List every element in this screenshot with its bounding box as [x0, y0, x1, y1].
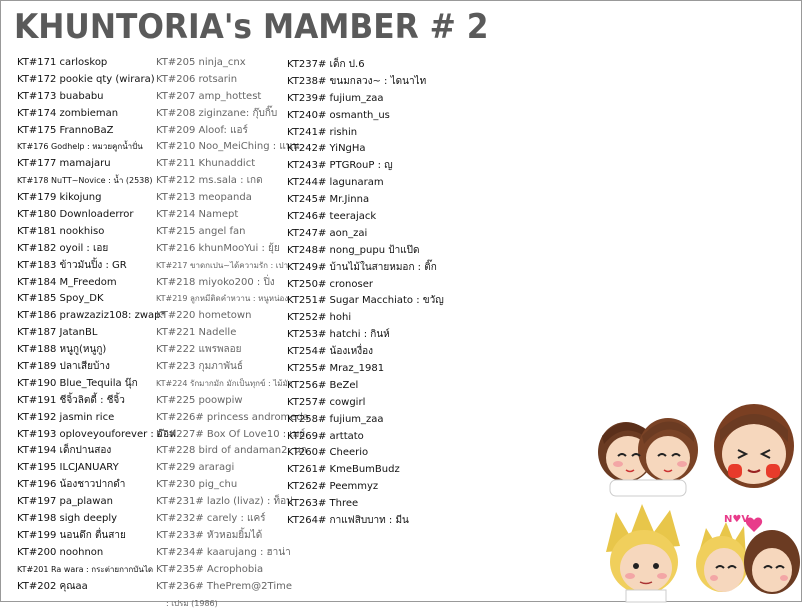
member-entry: KT269# arttato: [287, 429, 477, 446]
member-entry: KT#236# ThePrem@2Time: [156, 579, 286, 596]
member-entry: KT#206 rotsarin: [156, 72, 286, 89]
member-entry: KT#225 poowpiw: [156, 393, 286, 410]
member-entry: KT#215 angel fan: [156, 224, 286, 241]
member-entry: KT263# Three: [287, 496, 477, 513]
member-entry: KT#210 Noo_MeiChing : แนน: [156, 139, 286, 156]
member-list-column-1: [17, 55, 151, 596]
member-entry: KT#178 NuTT~Novice : น้ำ (2538): [17, 173, 151, 190]
member-entry: KT#221 Nadelle: [156, 325, 286, 342]
member-entry: : เปรม (1986): [156, 596, 286, 612]
member-entry: KT#180 Downloaderror: [17, 207, 151, 224]
member-entry: KT#185 Spoy_DK: [17, 291, 151, 308]
member-entry: KT#226# princess andromeda: [156, 410, 286, 427]
member-entry: KT238# ขนมกลวง~ : ไดนาไท: [287, 74, 477, 91]
member-entry: KT#230 pig_chu: [156, 477, 286, 494]
sticker-caption: N♥V: [724, 514, 749, 525]
member-entry: KT#212 ms.sala : เกด: [156, 173, 286, 190]
member-entry: KT#195 ILCJANUARY: [17, 460, 151, 477]
member-entry: KT#208 ziginzane: กุ๊บกิ๊บ: [156, 106, 286, 123]
member-entry: KT237# เด็ก ป.6: [287, 57, 477, 74]
member-entry: KT#192 jasmin rice: [17, 410, 151, 427]
member-entry: KT244# lagunaram: [287, 175, 477, 192]
member-entry: KT#214 Namept: [156, 207, 286, 224]
member-entry: KT#228 bird of andaman2: นก: [156, 443, 286, 460]
member-list-column-2: [156, 55, 286, 612]
member-entry: KT249# บ้านไม้ในสายหมอก : ติ๊ก: [287, 260, 477, 277]
member-entry: KT264# กาแฟสิบบาท : มีน: [287, 513, 477, 530]
member-entry: KT#234# kaarujang : ฮาน่า: [156, 545, 286, 562]
cartoon-sticker-collage: [596, 398, 802, 602]
member-entry: KT256# BeZel: [287, 378, 477, 395]
member-entry: KT#201 Ra wara : กระต่ายกากบันได: [17, 562, 151, 579]
member-entry: KT245# Mr.Jinna: [287, 192, 477, 209]
member-entry: KT242# YiNgHa: [287, 141, 477, 158]
member-entry: KT#198 sigh deeply: [17, 511, 151, 528]
member-entry: KT243# PTGRouP : ญ: [287, 158, 477, 175]
member-entry: KT#233# หัวหอมยิ้มได้: [156, 528, 286, 545]
member-entry: KT#232# carely : แคร์: [156, 511, 286, 528]
member-entry: KT#171 carloskop: [17, 55, 151, 72]
member-entry: KT#177 mamajaru: [17, 156, 151, 173]
member-entry: KT#191 ชีจิ้วลิตดี้ : ชีจิ้ว: [17, 393, 151, 410]
member-entry: KT#188 หนูกู(หนูกู): [17, 342, 151, 359]
member-entry: KT#216 khunMooYui : ยุ้ย: [156, 241, 286, 258]
member-entry: KT#205 ninja_cnx: [156, 55, 286, 72]
member-entry: KT#213 meopanda: [156, 190, 286, 207]
member-entry: KT#224 รักมากมัก มักเป็นทุกข์ : ไม้มัก: [156, 376, 286, 393]
member-entry: KT262# Peemmyz: [287, 479, 477, 496]
member-entry: KT#190 Blue_Tequila นุ๊ก: [17, 376, 151, 393]
member-entry: KT#193 oploveyouforever : อ๊อฟ: [17, 427, 151, 444]
member-entry: KT#202 คุณaa: [17, 579, 151, 596]
member-entry: KT241# rishin: [287, 125, 477, 142]
member-entry: KT#182 oyoil : เอย: [17, 241, 151, 258]
page-title: KHUNTORIA's MAMBER # 2: [14, 10, 488, 44]
member-entry: KT254# น้องเหงื่อง: [287, 344, 477, 361]
member-entry: KT#187 JatanBL: [17, 325, 151, 342]
member-entry: KT#209 Aloof: แอร์: [156, 123, 286, 140]
member-entry: KT#220 hometown: [156, 308, 286, 325]
member-entry: KT#175 FrannoBaZ: [17, 123, 151, 140]
member-entry: KT257# cowgirl: [287, 395, 477, 412]
member-entry: KT#217 ขาดกเปน~ได้ความรัก : เปา: [156, 258, 286, 275]
member-entry: KT258# fujium_zaa: [287, 412, 477, 429]
member-entry: KT251# Sugar Macchiato : ขวัญ: [287, 293, 477, 310]
member-entry: KT#174 zombieman: [17, 106, 151, 123]
member-entry: KT#173 buababu: [17, 89, 151, 106]
member-entry: KT#199 นอนดึก ตื่นสาย: [17, 528, 151, 545]
member-entry: KT#181 nookhiso: [17, 224, 151, 241]
member-entry: KT#189 ปลาเสียบ้าง: [17, 359, 151, 376]
member-entry: KT#186 prawzaziz108: zwap*: [17, 308, 151, 325]
member-entry: KT#172 pookie qty (wirara): [17, 72, 151, 89]
member-entry: KT#179 kikojung: [17, 190, 151, 207]
member-list-column-3: [287, 57, 477, 530]
hugging-couple-sticker: [596, 404, 700, 496]
member-entry: KT#223 กุมภาพันธ์: [156, 359, 286, 376]
member-entry: KT#176 Godhelp : หมวยคูกน้ำปั่น: [17, 139, 151, 156]
member-entry: KT260# Cheerio: [287, 445, 477, 462]
blonde-boy-sticker: [596, 502, 692, 602]
member-entry: KT248# nong_pupu ป้าแป๊ด: [287, 243, 477, 260]
member-entry: KT250# cronoser: [287, 277, 477, 294]
member-entry: KT252# hohi: [287, 310, 477, 327]
member-entry: KT246# teerajack: [287, 209, 477, 226]
member-entry: KT#219 ลูกหมีติดคำหวาน : หนูหน่อง: [156, 291, 286, 308]
member-entry: KT#218 miyoko200 : ปิ่ง: [156, 275, 286, 292]
member-entry: KT#229 araragi: [156, 460, 286, 477]
member-entry: KT#231# lazlo (livaz) : ท็อป: [156, 494, 286, 511]
member-entry: KT247# aon_zai: [287, 226, 477, 243]
member-entry: KT253# hatchi : กินห์: [287, 327, 477, 344]
member-entry: KT261# KmeBumBudz: [287, 462, 477, 479]
member-entry: KT#184 M_Freedom: [17, 275, 151, 292]
member-entry: KT#196 น้องชาวปากดำ: [17, 477, 151, 494]
member-entry: KT#197 pa_plawan: [17, 494, 151, 511]
member-entry: KT255# Mraz_1981: [287, 361, 477, 378]
member-entry: KT239# fujium_zaa: [287, 91, 477, 108]
member-entry: KT240# osmanth_us: [287, 108, 477, 125]
member-entry: KT#211 Khunaddict: [156, 156, 286, 173]
member-entry: KT#222 แพรพลอย: [156, 342, 286, 359]
member-entry: KT#207 amp_hottest: [156, 89, 286, 106]
member-entry: KT#227# Box Of Love10 : เมย์: [156, 427, 286, 444]
member-entry: KT#200 noohnon: [17, 545, 151, 562]
member-entry: KT#235# Acrophobia: [156, 562, 286, 579]
member-entry: KT#183 ข้าวมันปิ้ง : GR: [17, 258, 151, 275]
member-entry: KT#194 เด็กปานสอง: [17, 443, 151, 460]
blushing-girl-sticker: [704, 400, 802, 496]
